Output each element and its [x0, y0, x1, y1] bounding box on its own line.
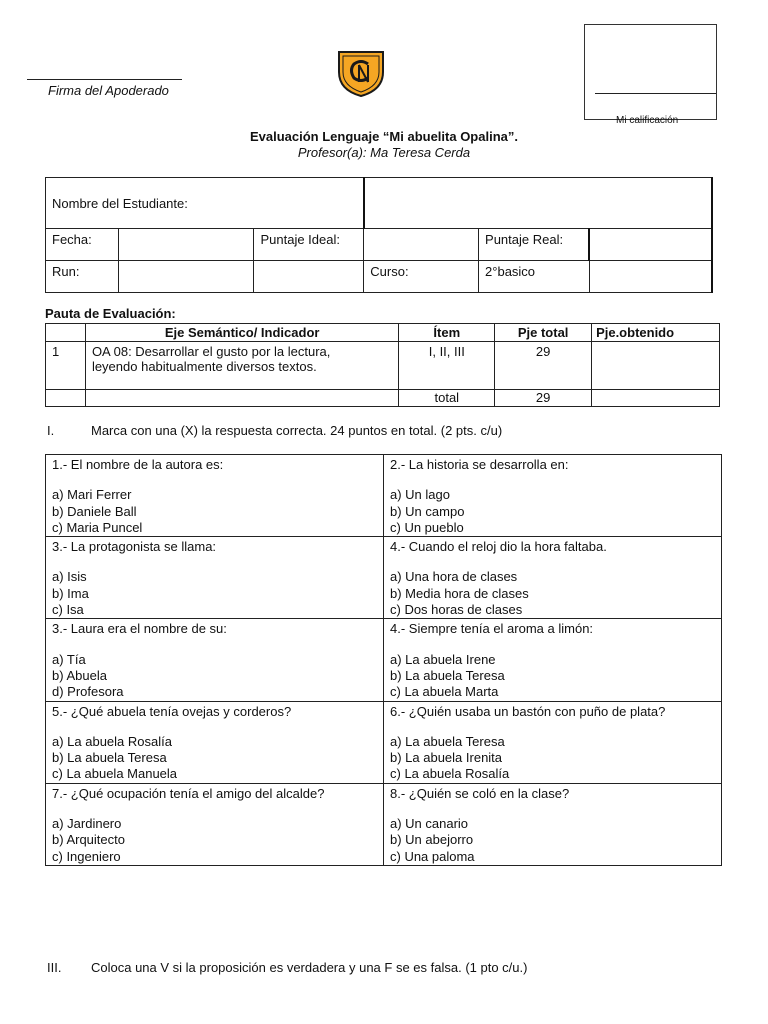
indicator-line: OA 08: Desarrollar el gusto por la lectura, — [91, 344, 331, 359]
pauta-table — [45, 323, 720, 407]
answer-option[interactable]: c) La abuela Manuela — [52, 766, 178, 782]
answer-option[interactable]: b) Un abejorro — [390, 832, 474, 848]
question-text: 2.- La historia se desarrolla en: — [390, 457, 569, 472]
run-field[interactable] — [118, 261, 254, 293]
question-cell — [384, 783, 722, 865]
answer-option[interactable]: c) Una paloma — [390, 848, 475, 864]
total-label: total — [399, 390, 495, 407]
answer-option[interactable]: b) Daniele Ball — [52, 503, 137, 519]
grade-line — [595, 93, 716, 94]
section-text: Marca con una (X) la respuesta correcta. 24 puntos en total. (2 pts. c/u) — [91, 423, 503, 438]
question-cell — [384, 455, 722, 537]
question-cell — [46, 619, 384, 701]
pauta-header: Pje total — [495, 324, 592, 342]
answer-option[interactable]: b) La abuela Teresa — [390, 667, 505, 683]
student-info-table — [45, 177, 713, 293]
grade-label: Mi calificación — [616, 115, 679, 126]
answer-option[interactable]: c) Un pueblo — [390, 519, 464, 535]
answer-option[interactable]: a) La abuela Irene — [390, 651, 496, 667]
date-field[interactable] — [118, 229, 254, 261]
pauta-header: Ítem — [399, 324, 495, 342]
answer-option[interactable]: a) Isis — [52, 569, 87, 585]
answer-option[interactable]: a) La abuela Rosalía — [52, 733, 172, 749]
question-text: 1.- El nombre de la autora es: — [52, 457, 224, 472]
real-score-field[interactable] — [589, 229, 712, 261]
section-number: III. — [47, 960, 62, 975]
pauta-title: Pauta de Evaluación: — [45, 306, 176, 321]
pauta-indicator — [85, 342, 398, 390]
signature-line — [27, 79, 182, 80]
answer-option[interactable]: b) La abuela Irenita — [390, 750, 503, 766]
answer-option[interactable]: b) Abuela — [52, 667, 107, 683]
answer-option[interactable]: a) La abuela Teresa — [390, 733, 505, 749]
answer-option[interactable]: a) Jardinero — [52, 816, 122, 832]
pauta-header: Pje.obtenido — [592, 324, 720, 342]
answer-option[interactable]: b) Media hora de clases — [390, 585, 529, 601]
answer-option[interactable]: b) Arquitecto — [52, 832, 125, 848]
question-text: 4.- Cuando el reloj dio la hora faltaba. — [390, 539, 607, 555]
section-1-instruction — [47, 423, 502, 438]
answer-option[interactable]: a) Mari Ferrer — [52, 487, 132, 503]
question-cell — [46, 455, 384, 537]
course-value: 2°basico — [479, 261, 590, 293]
question-text: 4.- Siempre tenía el aroma a limón: — [390, 621, 594, 637]
real-score-label: Puntaje Real: — [479, 229, 590, 261]
signature-label: Firma del Apoderado — [48, 83, 169, 98]
answer-option[interactable]: b) Ima — [52, 585, 89, 601]
answer-option[interactable]: c) Dos horas de clases — [390, 602, 523, 618]
pauta-obtained-field[interactable] — [592, 342, 720, 390]
date-label: Fecha: — [46, 229, 119, 261]
question-cell — [46, 701, 384, 783]
answer-option[interactable]: b) La abuela Teresa — [52, 750, 167, 766]
section-number: I. — [47, 423, 55, 438]
pauta-row-num: 1 — [46, 342, 86, 390]
answer-option[interactable]: a) Un canario — [390, 816, 469, 832]
grade-box — [584, 24, 717, 120]
exam-title: Evaluación Lenguaje “Mi abuelita Opalina”. — [249, 129, 518, 144]
question-cell — [384, 537, 722, 619]
answer-option[interactable]: c) Ingeniero — [52, 848, 121, 864]
teacher-name: Profesor(a): Ma Teresa Cerda — [297, 145, 471, 160]
empty-cell — [589, 261, 712, 293]
answer-option[interactable]: b) Un campo — [390, 503, 465, 519]
ideal-score-label: Puntaje Ideal: — [254, 229, 364, 261]
pauta-total: 29 — [495, 342, 592, 390]
question-text: 5.- ¿Qué abuela tenía ovejas y corderos? — [52, 703, 292, 719]
answer-option[interactable]: c) La abuela Marta — [390, 684, 499, 700]
section-text: Coloca una V si la proposición es verdadera y una F se es falsa. (1 pto c/u.) — [91, 960, 528, 975]
pauta-items: I, II, III — [399, 342, 495, 390]
question-text: 6.- ¿Quién usaba un bastón con puño de plata? — [390, 703, 666, 719]
answer-option[interactable]: c) Maria Puncel — [52, 519, 143, 535]
empty-cell — [85, 390, 398, 407]
empty-cell — [254, 261, 364, 293]
answer-option[interactable]: c) La abuela Rosalía — [390, 766, 510, 782]
question-cell — [46, 783, 384, 865]
question-text: 8.- ¿Quién se coló en la clase? — [390, 785, 570, 801]
question-text: 3.- Laura era el nombre de su: — [52, 621, 227, 637]
student-name-field[interactable] — [364, 178, 712, 229]
answer-option[interactable]: a) Un lago — [390, 487, 450, 503]
question-cell — [384, 701, 722, 783]
pauta-header: Eje Semántico/ Indicador — [85, 324, 398, 342]
questions-table — [45, 454, 722, 866]
total-obtained-field[interactable] — [592, 390, 720, 407]
answer-option[interactable]: a) Tía — [52, 651, 86, 667]
answer-option[interactable]: c) Isa — [52, 602, 84, 618]
question-cell — [46, 537, 384, 619]
section-3-instruction — [47, 960, 527, 975]
run-label: Run: — [46, 261, 119, 293]
ideal-score-field[interactable] — [364, 229, 479, 261]
question-text: 7.- ¿Qué ocupación tenía el amigo del alcalde? — [52, 785, 325, 801]
answer-option[interactable]: a) Una hora de clases — [390, 569, 518, 585]
school-logo — [335, 48, 387, 98]
answer-option[interactable]: d) Profesora — [52, 684, 124, 700]
pauta-header — [46, 324, 86, 342]
question-text: 3.- La protagonista se llama: — [52, 539, 217, 555]
question-cell — [384, 619, 722, 701]
total-value: 29 — [495, 390, 592, 407]
course-label: Curso: — [364, 261, 479, 293]
empty-cell — [46, 390, 86, 407]
student-name-label: Nombre del Estudiante: — [46, 178, 364, 229]
indicator-line: leyendo habitualmente diversos textos. — [91, 359, 317, 374]
